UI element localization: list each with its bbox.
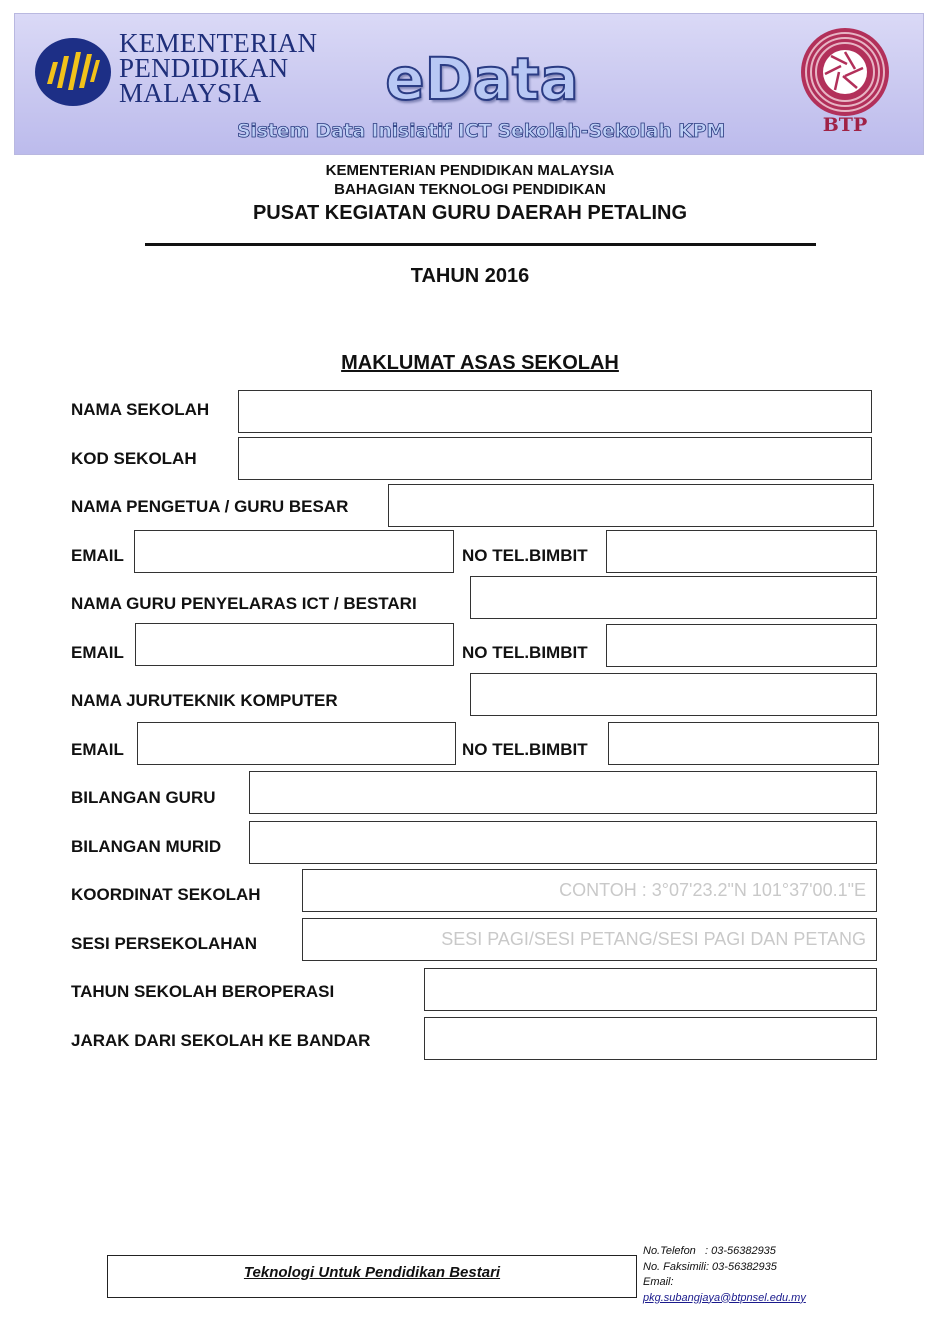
- header-year: TAHUN 2016: [410, 265, 530, 287]
- footer-telefon: No.Telefon : 03-56382935: [643, 1245, 776, 1257]
- label-email-juruteknik: EMAIL: [71, 740, 124, 759]
- tahun-beroperasi-input[interactable]: [424, 968, 877, 1011]
- email-pengetua-input[interactable]: [134, 530, 454, 573]
- header-ministry: KEMENTERIAN PENDIDIKAN MALAYSIA: [325, 162, 615, 179]
- nama-juruteknik-input[interactable]: [470, 673, 877, 716]
- btp-aperture-logo-icon: [797, 24, 893, 120]
- edata-subtitle: Sistem Data Inisiatif ICT Sekolah-Sekolah KPM: [236, 120, 726, 142]
- footer-motto: Teknologi Untuk Pendidikan Bestari: [243, 1264, 501, 1281]
- btp-logo-text: BTP: [822, 114, 868, 136]
- label-jarak: JARAK DARI SEKOLAH KE BANDAR: [71, 1031, 371, 1050]
- form-title: MAKLUMAT ASAS SEKOLAH: [341, 352, 619, 374]
- koordinat-input[interactable]: [302, 869, 877, 912]
- tel-pengetua-input[interactable]: [606, 530, 877, 573]
- label-tahun-beroperasi: TAHUN SEKOLAH BEROPERASI: [71, 982, 335, 1001]
- kpm-logo-icon: [33, 32, 113, 112]
- footer-contact: [643, 1244, 843, 1306]
- kod-sekolah-input[interactable]: [238, 437, 872, 480]
- tel-penyelaras-input[interactable]: [606, 624, 877, 667]
- label-tel-pengetua: NO TEL.BIMBIT: [462, 546, 588, 565]
- nama-sekolah-input[interactable]: [238, 390, 872, 433]
- label-email-penyelaras: EMAIL: [71, 643, 124, 662]
- label-koordinat: KOORDINAT SEKOLAH: [71, 885, 261, 904]
- label-bilangan-murid: BILANGAN MURID: [71, 837, 222, 856]
- nama-pengetua-input[interactable]: [388, 484, 874, 527]
- bilangan-guru-input[interactable]: [249, 771, 877, 814]
- footer-faksimili: No. Faksimili: 03-56382935: [643, 1260, 777, 1273]
- sesi-input[interactable]: [302, 918, 877, 961]
- label-tel-juruteknik: NO TEL.BIMBIT: [462, 740, 588, 759]
- bilangan-murid-input[interactable]: [249, 821, 877, 864]
- jarak-input[interactable]: [424, 1017, 877, 1060]
- kpm-logo-line-3: MALAYSIA: [119, 78, 262, 108]
- header-divider: [145, 243, 816, 246]
- footer-email-label: Email:: [643, 1276, 674, 1288]
- footer-email-link[interactable]: pkg.subangjaya@btpnsel.edu.my: [643, 1291, 806, 1304]
- edata-banner: [14, 13, 924, 155]
- edata-title: eData: [385, 45, 579, 113]
- label-tel-penyelaras: NO TEL.BIMBIT: [462, 643, 588, 662]
- nama-penyelaras-input[interactable]: [470, 576, 877, 619]
- email-juruteknik-input[interactable]: [137, 722, 456, 765]
- label-email-pengetua: EMAIL: [71, 546, 124, 565]
- label-nama-sekolah: NAMA SEKOLAH: [71, 400, 210, 419]
- header-division: BAHAGIAN TEKNOLOGI PENDIDIKAN: [334, 181, 606, 198]
- label-nama-juruteknik: NAMA JURUTEKNIK KOMPUTER: [71, 691, 338, 710]
- label-kod-sekolah: KOD SEKOLAH: [71, 449, 197, 468]
- kpm-logo-text: [119, 28, 318, 108]
- label-bilangan-guru: BILANGAN GURU: [71, 788, 216, 807]
- label-sesi: SESI PERSEKOLAHAN: [71, 934, 258, 953]
- email-penyelaras-input[interactable]: [135, 623, 454, 666]
- label-nama-penyelaras: NAMA GURU PENYELARAS ICT / BESTARI: [71, 594, 417, 613]
- header-center: PUSAT KEGIATAN GURU DAERAH PETALING: [252, 202, 688, 224]
- kpm-logo-line-1: KEMENTERIAN: [119, 28, 318, 58]
- footer-motto-box: [107, 1255, 637, 1298]
- label-nama-pengetua: NAMA PENGETUA / GURU BESAR: [71, 497, 349, 516]
- kpm-logo-line-2: PENDIDIKAN: [119, 53, 289, 83]
- tel-juruteknik-input[interactable]: [608, 722, 879, 765]
